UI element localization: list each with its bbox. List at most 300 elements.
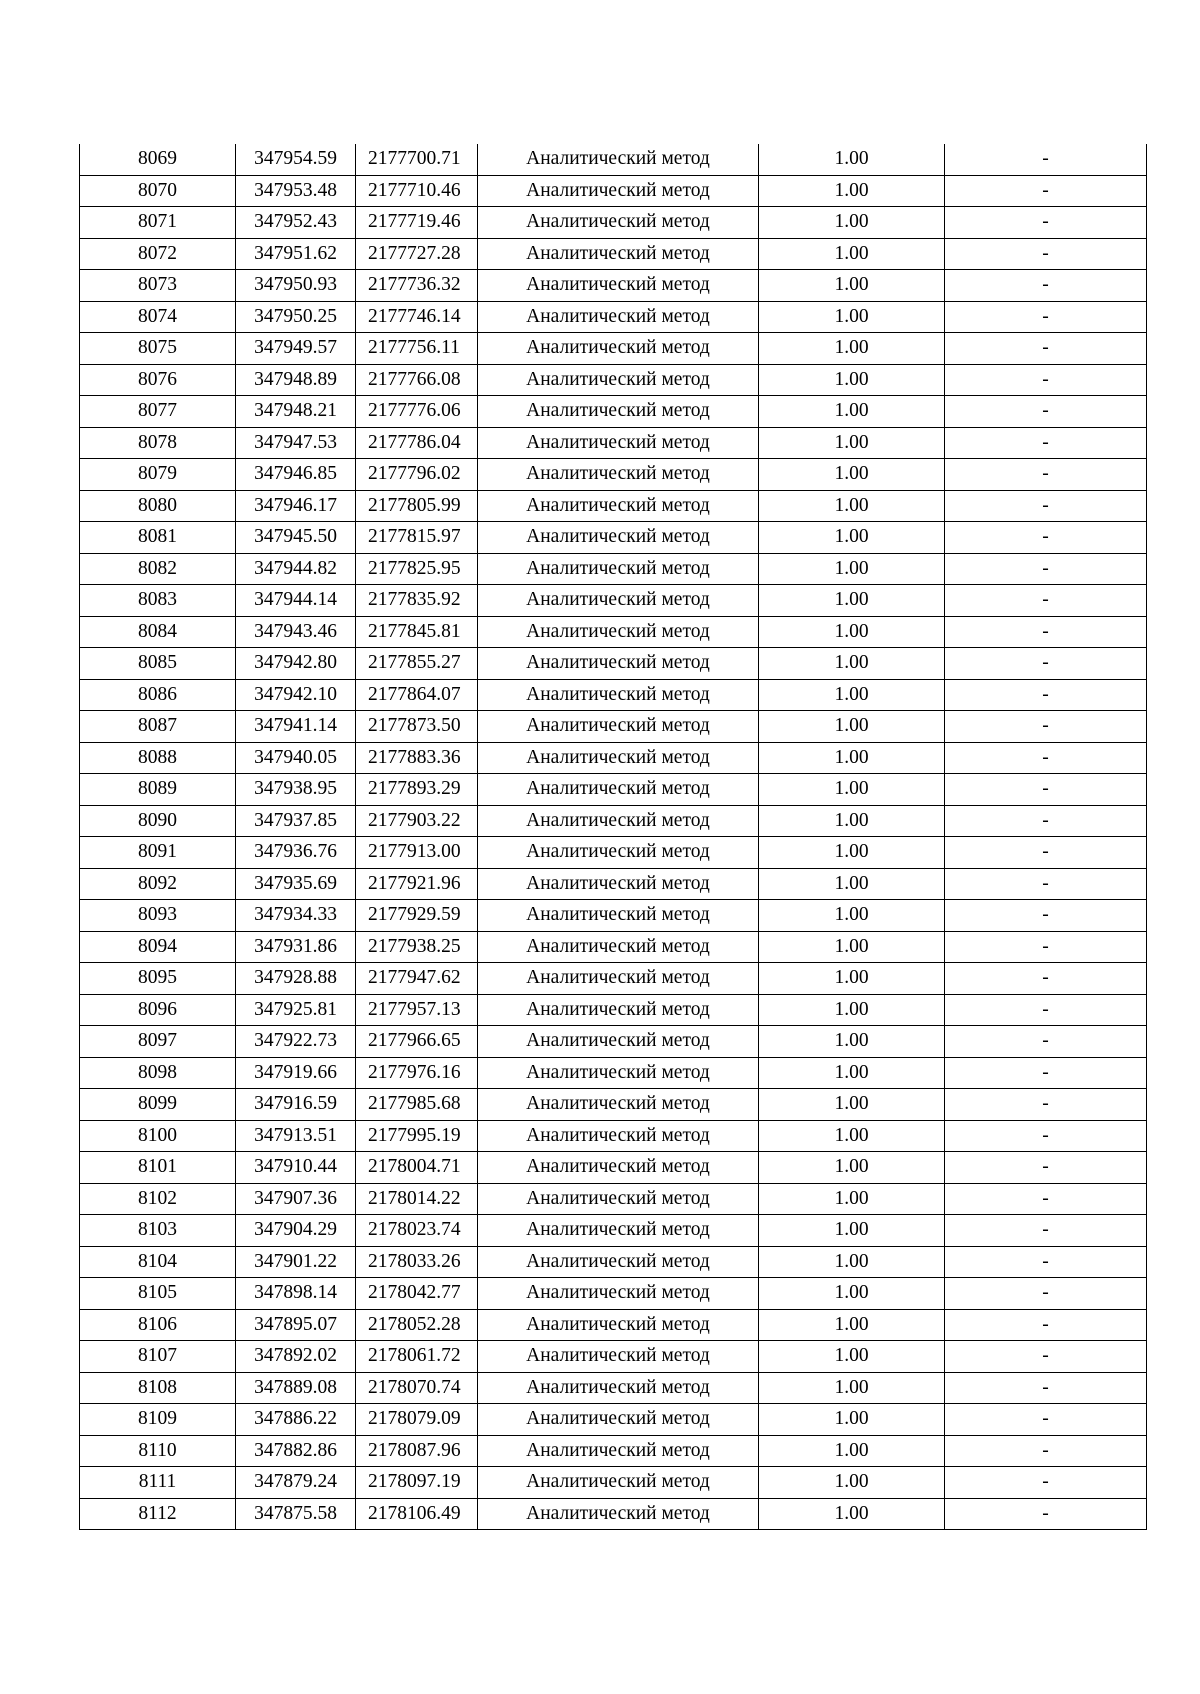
point-number-cell: 8081	[80, 522, 236, 554]
note-cell: -	[945, 175, 1147, 207]
table-row	[80, 553, 1147, 585]
point-number-cell: 8099	[80, 1089, 236, 1121]
note-cell: -	[945, 679, 1147, 711]
method-cell: Аналитический метод	[478, 585, 759, 617]
note-cell: -	[945, 1089, 1147, 1121]
coordinate-x-cell: 347946.17	[236, 490, 356, 522]
table-row	[80, 742, 1147, 774]
method-cell: Аналитический метод	[478, 805, 759, 837]
note-cell: -	[945, 553, 1147, 585]
coordinate-y-cell: 2177938.25	[356, 931, 478, 963]
coordinate-x-cell: 347950.93	[236, 270, 356, 302]
table-row	[80, 333, 1147, 365]
coordinate-x-cell: 347940.05	[236, 742, 356, 774]
method-cell: Аналитический метод	[478, 1404, 759, 1436]
method-cell: Аналитический метод	[478, 1120, 759, 1152]
table-row	[80, 1372, 1147, 1404]
coordinate-y-cell: 2177921.96	[356, 868, 478, 900]
method-cell: Аналитический метод	[478, 522, 759, 554]
table-row	[80, 1215, 1147, 1247]
table-row	[80, 868, 1147, 900]
table-row	[80, 1498, 1147, 1530]
note-cell: -	[945, 1435, 1147, 1467]
table-row	[80, 364, 1147, 396]
note-cell: -	[945, 333, 1147, 365]
table-row	[80, 1246, 1147, 1278]
coordinate-y-cell: 2178079.09	[356, 1404, 478, 1436]
note-cell: -	[945, 364, 1147, 396]
precision-cell: 1.00	[759, 837, 945, 869]
coordinate-y-cell: 2177835.92	[356, 585, 478, 617]
table-row	[80, 144, 1147, 175]
method-cell: Аналитический метод	[478, 963, 759, 995]
point-number-cell: 8094	[80, 931, 236, 963]
note-cell: -	[945, 994, 1147, 1026]
point-number-cell: 8079	[80, 459, 236, 491]
point-number-cell: 8111	[80, 1467, 236, 1499]
table-row	[80, 679, 1147, 711]
method-cell: Аналитический метод	[478, 1089, 759, 1121]
point-number-cell: 8077	[80, 396, 236, 428]
table-row	[80, 238, 1147, 270]
precision-cell: 1.00	[759, 1246, 945, 1278]
coordinate-y-cell: 2178052.28	[356, 1309, 478, 1341]
note-cell: -	[945, 301, 1147, 333]
coordinate-y-cell: 2178033.26	[356, 1246, 478, 1278]
point-number-cell: 8103	[80, 1215, 236, 1247]
point-number-cell: 8105	[80, 1278, 236, 1310]
method-cell: Аналитический метод	[478, 1152, 759, 1184]
coordinate-x-cell: 347904.29	[236, 1215, 356, 1247]
coordinate-y-cell: 2177903.22	[356, 805, 478, 837]
precision-cell: 1.00	[759, 648, 945, 680]
point-number-cell: 8100	[80, 1120, 236, 1152]
coordinate-x-cell: 347925.81	[236, 994, 356, 1026]
precision-cell: 1.00	[759, 742, 945, 774]
table-row	[80, 774, 1147, 806]
coordinate-y-cell: 2178014.22	[356, 1183, 478, 1215]
coordinate-y-cell: 2177995.19	[356, 1120, 478, 1152]
table-row	[80, 1152, 1147, 1184]
coordinate-x-cell: 347901.22	[236, 1246, 356, 1278]
coordinate-y-cell: 2177957.13	[356, 994, 478, 1026]
method-cell: Аналитический метод	[478, 648, 759, 680]
method-cell: Аналитический метод	[478, 1435, 759, 1467]
note-cell: -	[945, 837, 1147, 869]
note-cell: -	[945, 490, 1147, 522]
coordinate-x-cell: 347942.10	[236, 679, 356, 711]
note-cell: -	[945, 1246, 1147, 1278]
coordinate-x-cell: 347943.46	[236, 616, 356, 648]
note-cell: -	[945, 1372, 1147, 1404]
precision-cell: 1.00	[759, 1057, 945, 1089]
method-cell: Аналитический метод	[478, 396, 759, 428]
method-cell: Аналитический метод	[478, 868, 759, 900]
table-row	[80, 963, 1147, 995]
coordinate-x-cell: 347945.50	[236, 522, 356, 554]
precision-cell: 1.00	[759, 1183, 945, 1215]
precision-cell: 1.00	[759, 616, 945, 648]
point-number-cell: 8112	[80, 1498, 236, 1530]
point-number-cell: 8086	[80, 679, 236, 711]
coordinate-y-cell: 2177929.59	[356, 900, 478, 932]
precision-cell: 1.00	[759, 1278, 945, 1310]
note-cell: -	[945, 427, 1147, 459]
coordinate-y-cell: 2178106.49	[356, 1498, 478, 1530]
note-cell: -	[945, 270, 1147, 302]
method-cell: Аналитический метод	[478, 270, 759, 302]
note-cell: -	[945, 144, 1147, 175]
point-number-cell: 8074	[80, 301, 236, 333]
precision-cell: 1.00	[759, 490, 945, 522]
point-number-cell: 8075	[80, 333, 236, 365]
coordinate-y-cell: 2177985.68	[356, 1089, 478, 1121]
coordinate-x-cell: 347882.86	[236, 1435, 356, 1467]
precision-cell: 1.00	[759, 994, 945, 1026]
note-cell: -	[945, 207, 1147, 239]
coordinate-y-cell: 2177845.81	[356, 616, 478, 648]
coordinate-y-cell: 2177883.36	[356, 742, 478, 774]
coordinate-x-cell: 347952.43	[236, 207, 356, 239]
point-number-cell: 8088	[80, 742, 236, 774]
point-number-cell: 8098	[80, 1057, 236, 1089]
method-cell: Аналитический метод	[478, 553, 759, 585]
precision-cell: 1.00	[759, 679, 945, 711]
point-number-cell: 8110	[80, 1435, 236, 1467]
coordinate-y-cell: 2178004.71	[356, 1152, 478, 1184]
coordinate-x-cell: 347942.80	[236, 648, 356, 680]
coordinate-x-cell: 347953.48	[236, 175, 356, 207]
table-row	[80, 1026, 1147, 1058]
coordinate-y-cell: 2177893.29	[356, 774, 478, 806]
method-cell: Аналитический метод	[478, 679, 759, 711]
coordinate-y-cell: 2178070.74	[356, 1372, 478, 1404]
table-row	[80, 1089, 1147, 1121]
point-number-cell: 8093	[80, 900, 236, 932]
table-row	[80, 1278, 1147, 1310]
table-row	[80, 1467, 1147, 1499]
note-cell: -	[945, 1498, 1147, 1530]
coordinate-x-cell: 347879.24	[236, 1467, 356, 1499]
table-row	[80, 522, 1147, 554]
coordinates-table-body	[80, 144, 1147, 1530]
note-cell: -	[945, 238, 1147, 270]
method-cell: Аналитический метод	[478, 490, 759, 522]
method-cell: Аналитический метод	[478, 742, 759, 774]
precision-cell: 1.00	[759, 333, 945, 365]
note-cell: -	[945, 648, 1147, 680]
coordinate-y-cell: 2178023.74	[356, 1215, 478, 1247]
method-cell: Аналитический метод	[478, 711, 759, 743]
coordinate-x-cell: 347913.51	[236, 1120, 356, 1152]
precision-cell: 1.00	[759, 238, 945, 270]
method-cell: Аналитический метод	[478, 301, 759, 333]
note-cell: -	[945, 1057, 1147, 1089]
table-row	[80, 616, 1147, 648]
point-number-cell: 8091	[80, 837, 236, 869]
precision-cell: 1.00	[759, 144, 945, 175]
coordinate-x-cell: 347946.85	[236, 459, 356, 491]
coordinate-y-cell: 2177805.99	[356, 490, 478, 522]
point-number-cell: 8107	[80, 1341, 236, 1373]
table-row	[80, 1057, 1147, 1089]
method-cell: Аналитический метод	[478, 333, 759, 365]
coordinate-x-cell: 347889.08	[236, 1372, 356, 1404]
table-row	[80, 931, 1147, 963]
precision-cell: 1.00	[759, 1120, 945, 1152]
note-cell: -	[945, 522, 1147, 554]
precision-cell: 1.00	[759, 1152, 945, 1184]
method-cell: Аналитический метод	[478, 238, 759, 270]
point-number-cell: 8101	[80, 1152, 236, 1184]
precision-cell: 1.00	[759, 1341, 945, 1373]
precision-cell: 1.00	[759, 1435, 945, 1467]
coordinate-x-cell: 347935.69	[236, 868, 356, 900]
point-number-cell: 8090	[80, 805, 236, 837]
method-cell: Аналитический метод	[478, 616, 759, 648]
table-row	[80, 396, 1147, 428]
method-cell: Аналитический метод	[478, 1026, 759, 1058]
point-number-cell: 8073	[80, 270, 236, 302]
point-number-cell: 8095	[80, 963, 236, 995]
table-row	[80, 1309, 1147, 1341]
table-row	[80, 837, 1147, 869]
coordinate-x-cell: 347919.66	[236, 1057, 356, 1089]
method-cell: Аналитический метод	[478, 1341, 759, 1373]
point-number-cell: 8084	[80, 616, 236, 648]
coordinate-y-cell: 2178097.19	[356, 1467, 478, 1499]
method-cell: Аналитический метод	[478, 144, 759, 175]
note-cell: -	[945, 900, 1147, 932]
table-row	[80, 1435, 1147, 1467]
coordinate-x-cell: 347934.33	[236, 900, 356, 932]
coordinate-x-cell: 347949.57	[236, 333, 356, 365]
precision-cell: 1.00	[759, 900, 945, 932]
table-row	[80, 711, 1147, 743]
coordinate-x-cell: 347950.25	[236, 301, 356, 333]
coordinate-x-cell: 347938.95	[236, 774, 356, 806]
table-row	[80, 648, 1147, 680]
coordinate-x-cell: 347948.21	[236, 396, 356, 428]
coordinate-y-cell: 2177966.65	[356, 1026, 478, 1058]
precision-cell: 1.00	[759, 1498, 945, 1530]
note-cell: -	[945, 459, 1147, 491]
precision-cell: 1.00	[759, 963, 945, 995]
method-cell: Аналитический метод	[478, 175, 759, 207]
coordinate-y-cell: 2177855.27	[356, 648, 478, 680]
coordinate-x-cell: 347944.82	[236, 553, 356, 585]
coordinate-x-cell: 347928.88	[236, 963, 356, 995]
coordinate-y-cell: 2177710.46	[356, 175, 478, 207]
coordinate-y-cell: 2178087.96	[356, 1435, 478, 1467]
method-cell: Аналитический метод	[478, 1246, 759, 1278]
table-row	[80, 994, 1147, 1026]
coordinate-x-cell: 347907.36	[236, 1183, 356, 1215]
point-number-cell: 8092	[80, 868, 236, 900]
coordinate-x-cell: 347931.86	[236, 931, 356, 963]
table-row	[80, 805, 1147, 837]
coordinate-x-cell: 347886.22	[236, 1404, 356, 1436]
coordinate-x-cell: 347892.02	[236, 1341, 356, 1373]
precision-cell: 1.00	[759, 774, 945, 806]
coordinate-x-cell: 347941.14	[236, 711, 356, 743]
coordinate-y-cell: 2177736.32	[356, 270, 478, 302]
precision-cell: 1.00	[759, 522, 945, 554]
method-cell: Аналитический метод	[478, 994, 759, 1026]
precision-cell: 1.00	[759, 364, 945, 396]
precision-cell: 1.00	[759, 301, 945, 333]
coordinate-y-cell: 2177776.06	[356, 396, 478, 428]
coordinate-x-cell: 347948.89	[236, 364, 356, 396]
note-cell: -	[945, 963, 1147, 995]
table-row	[80, 900, 1147, 932]
coordinate-x-cell: 347895.07	[236, 1309, 356, 1341]
coordinate-x-cell: 347898.14	[236, 1278, 356, 1310]
coordinate-y-cell: 2177719.46	[356, 207, 478, 239]
point-number-cell: 8080	[80, 490, 236, 522]
note-cell: -	[945, 1026, 1147, 1058]
note-cell: -	[945, 711, 1147, 743]
note-cell: -	[945, 931, 1147, 963]
method-cell: Аналитический метод	[478, 774, 759, 806]
method-cell: Аналитический метод	[478, 1057, 759, 1089]
coordinate-y-cell: 2177815.97	[356, 522, 478, 554]
coordinate-x-cell: 347922.73	[236, 1026, 356, 1058]
coordinate-y-cell: 2177746.14	[356, 301, 478, 333]
note-cell: -	[945, 1120, 1147, 1152]
coordinate-x-cell: 347916.59	[236, 1089, 356, 1121]
method-cell: Аналитический метод	[478, 364, 759, 396]
table-row	[80, 1341, 1147, 1373]
precision-cell: 1.00	[759, 711, 945, 743]
coordinate-y-cell: 2177825.95	[356, 553, 478, 585]
point-number-cell: 8089	[80, 774, 236, 806]
method-cell: Аналитический метод	[478, 1498, 759, 1530]
precision-cell: 1.00	[759, 207, 945, 239]
precision-cell: 1.00	[759, 1026, 945, 1058]
precision-cell: 1.00	[759, 868, 945, 900]
table-row	[80, 175, 1147, 207]
table-row	[80, 1183, 1147, 1215]
method-cell: Аналитический метод	[478, 427, 759, 459]
point-number-cell: 8104	[80, 1246, 236, 1278]
precision-cell: 1.00	[759, 1215, 945, 1247]
point-number-cell: 8108	[80, 1372, 236, 1404]
note-cell: -	[945, 868, 1147, 900]
note-cell: -	[945, 1215, 1147, 1247]
point-number-cell: 8070	[80, 175, 236, 207]
table-row	[80, 490, 1147, 522]
method-cell: Аналитический метод	[478, 900, 759, 932]
point-number-cell: 8069	[80, 144, 236, 175]
precision-cell: 1.00	[759, 931, 945, 963]
note-cell: -	[945, 1309, 1147, 1341]
precision-cell: 1.00	[759, 1089, 945, 1121]
note-cell: -	[945, 1467, 1147, 1499]
table-row	[80, 585, 1147, 617]
precision-cell: 1.00	[759, 805, 945, 837]
precision-cell: 1.00	[759, 175, 945, 207]
table-row	[80, 270, 1147, 302]
coordinate-y-cell: 2177756.11	[356, 333, 478, 365]
coordinate-y-cell: 2177766.08	[356, 364, 478, 396]
point-number-cell: 8085	[80, 648, 236, 680]
point-number-cell: 8106	[80, 1309, 236, 1341]
point-number-cell: 8097	[80, 1026, 236, 1058]
coordinate-y-cell: 2177796.02	[356, 459, 478, 491]
precision-cell: 1.00	[759, 396, 945, 428]
point-number-cell: 8071	[80, 207, 236, 239]
point-number-cell: 8078	[80, 427, 236, 459]
precision-cell: 1.00	[759, 1309, 945, 1341]
coordinate-x-cell: 347951.62	[236, 238, 356, 270]
table-row	[80, 459, 1147, 491]
point-number-cell: 8087	[80, 711, 236, 743]
coordinate-y-cell: 2178061.72	[356, 1341, 478, 1373]
coordinate-y-cell: 2177786.04	[356, 427, 478, 459]
point-number-cell: 8083	[80, 585, 236, 617]
coordinate-x-cell: 347947.53	[236, 427, 356, 459]
note-cell: -	[945, 742, 1147, 774]
note-cell: -	[945, 585, 1147, 617]
coordinate-y-cell: 2177947.62	[356, 963, 478, 995]
coordinate-x-cell: 347937.85	[236, 805, 356, 837]
method-cell: Аналитический метод	[478, 207, 759, 239]
note-cell: -	[945, 396, 1147, 428]
method-cell: Аналитический метод	[478, 1183, 759, 1215]
precision-cell: 1.00	[759, 270, 945, 302]
point-number-cell: 8109	[80, 1404, 236, 1436]
point-number-cell: 8096	[80, 994, 236, 1026]
coordinate-y-cell: 2177913.00	[356, 837, 478, 869]
precision-cell: 1.00	[759, 1372, 945, 1404]
table-row	[80, 207, 1147, 239]
method-cell: Аналитический метод	[478, 459, 759, 491]
point-number-cell: 8072	[80, 238, 236, 270]
coordinate-x-cell: 347936.76	[236, 837, 356, 869]
method-cell: Аналитический метод	[478, 1215, 759, 1247]
precision-cell: 1.00	[759, 553, 945, 585]
coordinate-x-cell: 347944.14	[236, 585, 356, 617]
note-cell: -	[945, 1404, 1147, 1436]
method-cell: Аналитический метод	[478, 1467, 759, 1499]
note-cell: -	[945, 1183, 1147, 1215]
note-cell: -	[945, 1278, 1147, 1310]
method-cell: Аналитический метод	[478, 1309, 759, 1341]
point-number-cell: 8076	[80, 364, 236, 396]
point-number-cell: 8102	[80, 1183, 236, 1215]
note-cell: -	[945, 1152, 1147, 1184]
note-cell: -	[945, 774, 1147, 806]
coordinate-y-cell: 2178042.77	[356, 1278, 478, 1310]
table-row	[80, 1120, 1147, 1152]
precision-cell: 1.00	[759, 427, 945, 459]
method-cell: Аналитический метод	[478, 931, 759, 963]
precision-cell: 1.00	[759, 1467, 945, 1499]
table-row	[80, 301, 1147, 333]
note-cell: -	[945, 1341, 1147, 1373]
precision-cell: 1.00	[759, 459, 945, 491]
method-cell: Аналитический метод	[478, 837, 759, 869]
note-cell: -	[945, 616, 1147, 648]
coordinate-x-cell: 347910.44	[236, 1152, 356, 1184]
note-cell: -	[945, 805, 1147, 837]
method-cell: Аналитический метод	[478, 1278, 759, 1310]
coordinate-y-cell: 2177873.50	[356, 711, 478, 743]
table-row	[80, 1404, 1147, 1436]
coordinate-y-cell: 2177727.28	[356, 238, 478, 270]
coordinates-table	[79, 144, 1147, 1530]
